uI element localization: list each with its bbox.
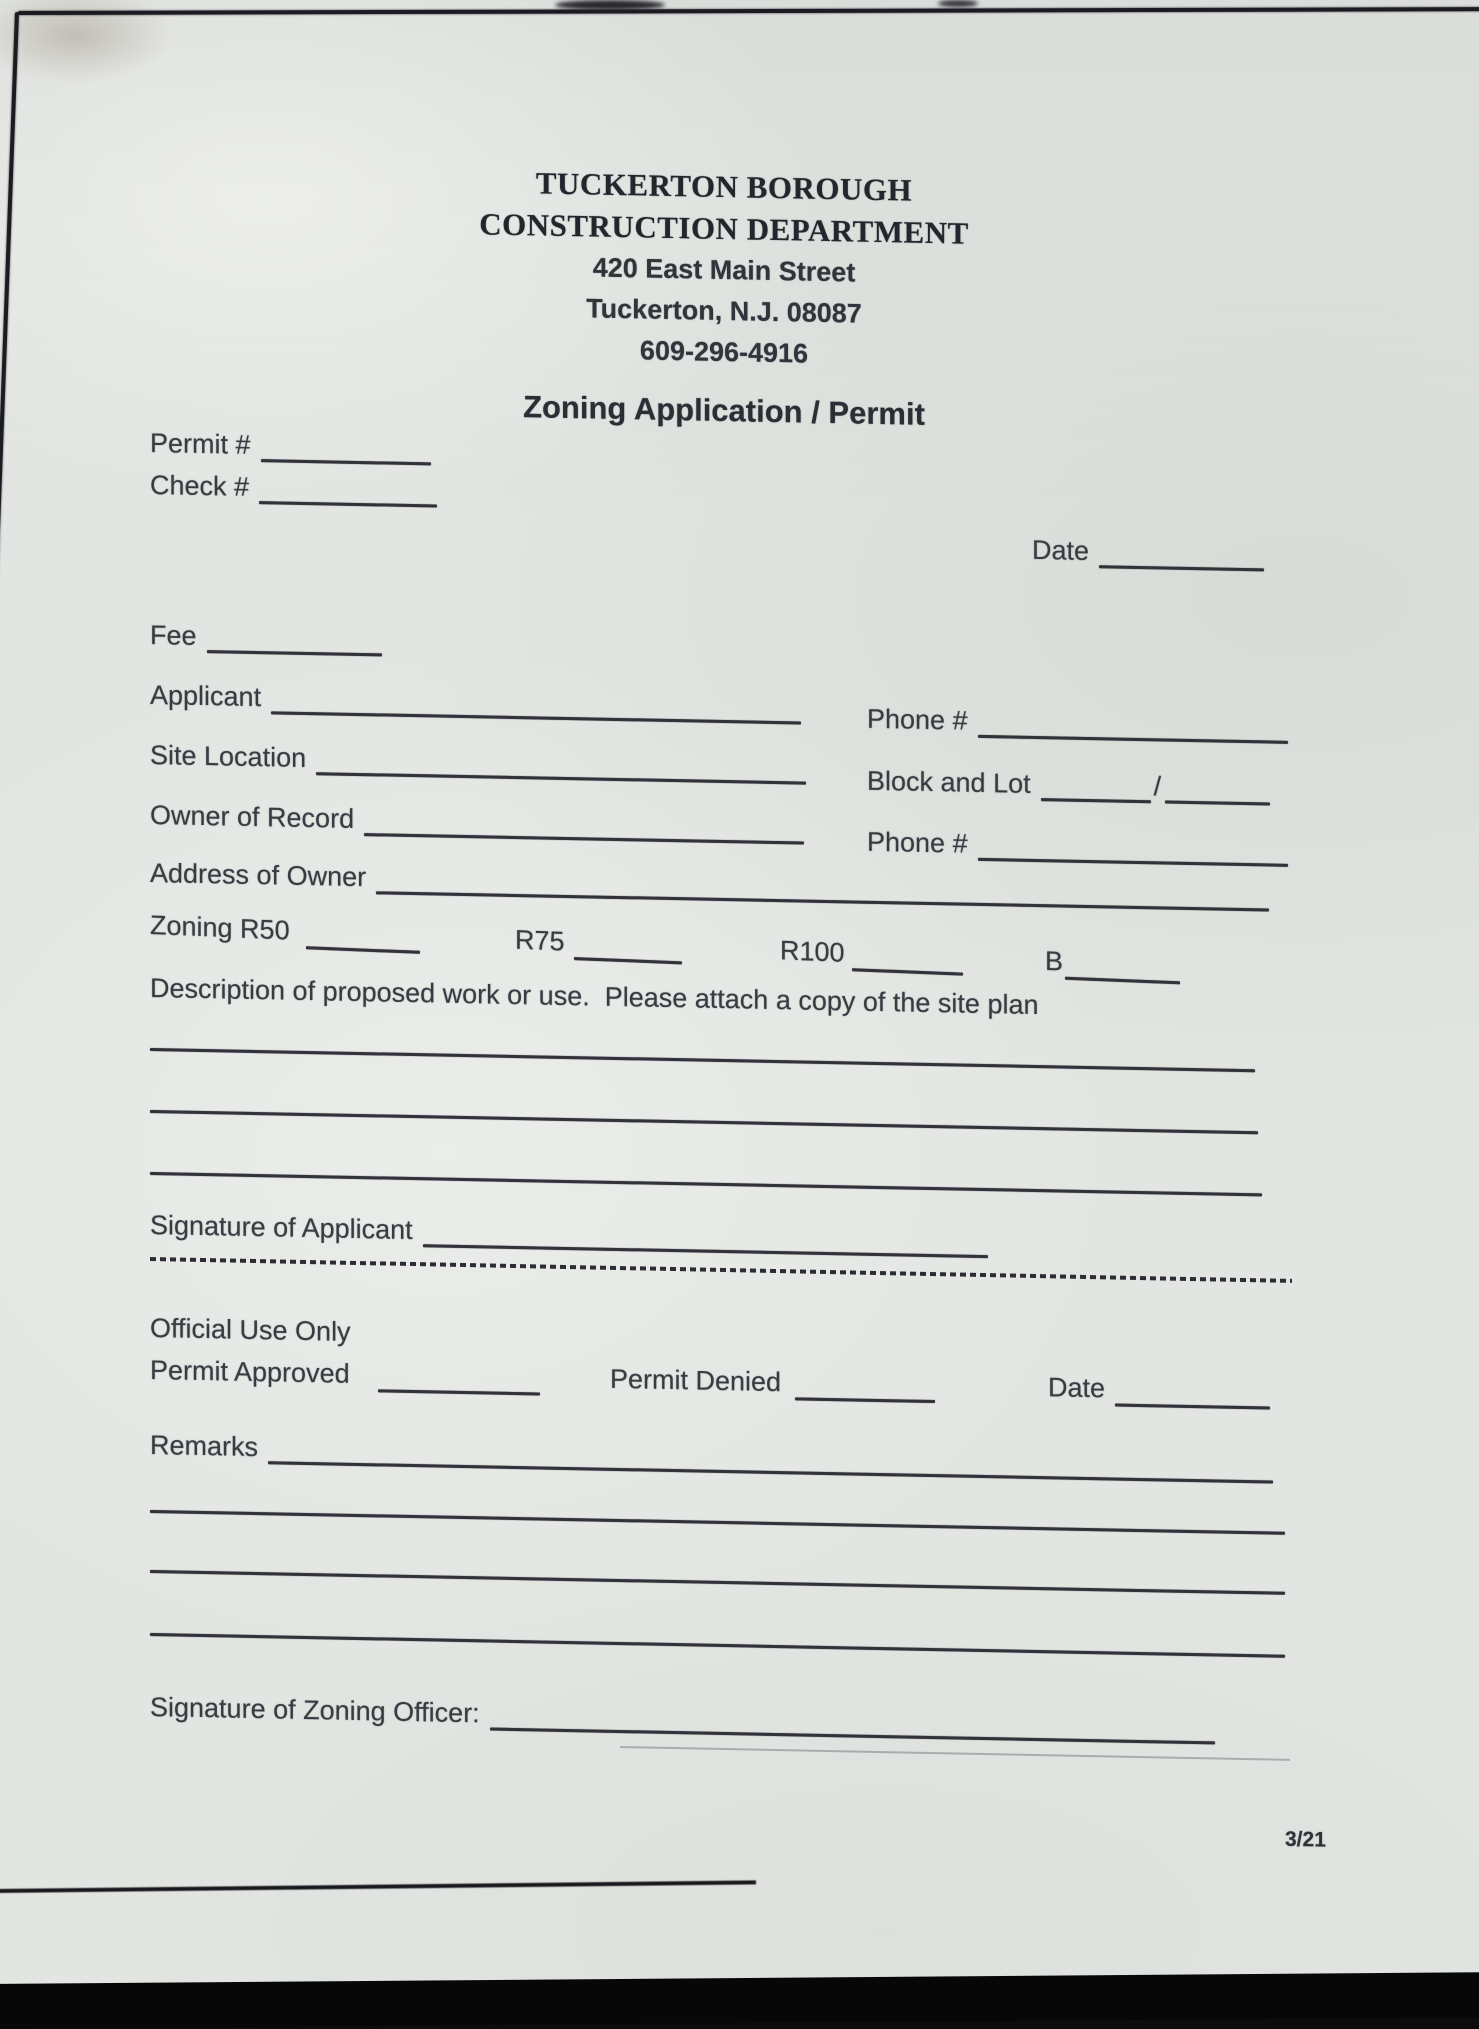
org-name-line2: CONSTRUCTION DEPARTMENT bbox=[479, 206, 969, 251]
signature-of-applicant-blank-line bbox=[423, 1244, 988, 1258]
r75-label: R75 bbox=[515, 924, 565, 957]
signature-of-zoning-officer-label: Signature of Zoning Officer: bbox=[150, 1692, 480, 1729]
date-label: Date bbox=[1032, 534, 1090, 567]
address-of-owner-label: Address of Owner bbox=[150, 858, 367, 893]
check-number-label: Check # bbox=[150, 470, 250, 502]
fee-field bbox=[150, 615, 382, 659]
b-zone-label: B bbox=[1045, 945, 1064, 977]
signature-of-zoning-officer-blank-line bbox=[490, 1728, 1215, 1745]
org-phone: 609-296-4916 bbox=[639, 335, 809, 369]
official-date-blank-line bbox=[1115, 1404, 1270, 1410]
page-number: 3/21 bbox=[1285, 1827, 1326, 1852]
section-divider-dashed bbox=[150, 1257, 1292, 1283]
official-date-label: Date bbox=[1048, 1372, 1106, 1404]
permit-number-field bbox=[150, 423, 431, 468]
r100-label: R100 bbox=[780, 935, 845, 968]
block-lot-slash: / bbox=[1153, 771, 1162, 802]
applicant-phone-blank-line bbox=[978, 735, 1288, 744]
permit-denied-label: Permit Denied bbox=[610, 1363, 782, 1398]
form-title: Zoning Application / Permit bbox=[523, 389, 925, 432]
owner-of-record-label: Owner of Record bbox=[150, 800, 355, 834]
owner-of-record-blank-line bbox=[364, 833, 804, 844]
signature-of-zoning-officer-field bbox=[150, 1687, 1215, 1747]
site-location-label: Site Location bbox=[150, 740, 307, 773]
org-street-address: 420 East Main Street bbox=[592, 252, 856, 288]
permit-approved-label: Permit Approved bbox=[150, 1355, 350, 1389]
zoning-r50-label: Zoning R50 bbox=[150, 910, 290, 946]
remarks-blank-line-3 bbox=[150, 1570, 1285, 1595]
check-number-field bbox=[150, 465, 437, 511]
org-city-state-zip: Tuckerton, N.J. 08087 bbox=[586, 293, 862, 329]
block-and-lot-label: Block and Lot bbox=[867, 765, 1031, 799]
fee-blank-line bbox=[207, 650, 382, 656]
permit-approved-blank-line bbox=[378, 1389, 540, 1395]
org-name-line1: TUCKERTON BOROUGH bbox=[535, 165, 913, 208]
remarks-blank-line-2 bbox=[150, 1510, 1285, 1535]
r75-blank-line bbox=[574, 957, 682, 964]
form-header bbox=[150, 155, 1298, 442]
applicant-phone-label: Phone # bbox=[867, 703, 968, 736]
official-use-only-heading: Official Use Only bbox=[150, 1313, 351, 1347]
date-field bbox=[1032, 530, 1264, 574]
permit-denied-blank-line bbox=[795, 1397, 935, 1403]
scan-smudge bbox=[555, 0, 665, 10]
description-instruction: Description of proposed work or use. Please attach a copy of the site plan bbox=[150, 973, 1039, 1021]
applicant-label: Applicant bbox=[150, 680, 262, 713]
check-number-blank-line bbox=[259, 501, 437, 507]
description-blank-line-2 bbox=[150, 1110, 1258, 1134]
description-blank-line-3 bbox=[150, 1172, 1262, 1196]
owner-phone-label: Phone # bbox=[867, 826, 968, 859]
remarks-blank-line-4 bbox=[150, 1633, 1285, 1658]
applicant-blank-line bbox=[271, 711, 801, 724]
fee-label: Fee bbox=[150, 620, 197, 651]
address-of-owner-blank-line bbox=[376, 891, 1269, 911]
site-location-field bbox=[150, 735, 806, 788]
description-blank-line-1 bbox=[150, 1048, 1255, 1072]
block-and-lot-field bbox=[867, 761, 1270, 809]
permit-number-label: Permit # bbox=[150, 428, 251, 460]
applicant-field bbox=[150, 675, 801, 728]
owner-phone-field bbox=[867, 822, 1288, 870]
scan-ghost-line bbox=[620, 1746, 1290, 1760]
b-zone-blank-line bbox=[1065, 977, 1180, 985]
date-blank-line bbox=[1099, 565, 1264, 571]
owner-of-record-field bbox=[150, 795, 804, 848]
signature-of-applicant-label: Signature of Applicant bbox=[150, 1210, 413, 1246]
applicant-phone-field bbox=[867, 699, 1288, 747]
permit-number-blank-line bbox=[261, 459, 431, 465]
owner-phone-blank-line bbox=[978, 858, 1288, 867]
remarks-blank-line-1 bbox=[268, 1461, 1273, 1483]
form-content bbox=[150, 155, 1326, 1937]
r100-blank-line bbox=[852, 968, 963, 975]
block-blank-line bbox=[1041, 798, 1151, 803]
scan-smudge bbox=[938, 0, 978, 7]
signature-of-applicant-field bbox=[150, 1205, 988, 1261]
site-location-blank-line bbox=[316, 772, 806, 784]
lot-blank-line bbox=[1165, 800, 1270, 805]
remarks-label: Remarks bbox=[150, 1430, 259, 1463]
remarks-field bbox=[150, 1425, 1273, 1487]
r50-blank-line bbox=[306, 946, 420, 954]
